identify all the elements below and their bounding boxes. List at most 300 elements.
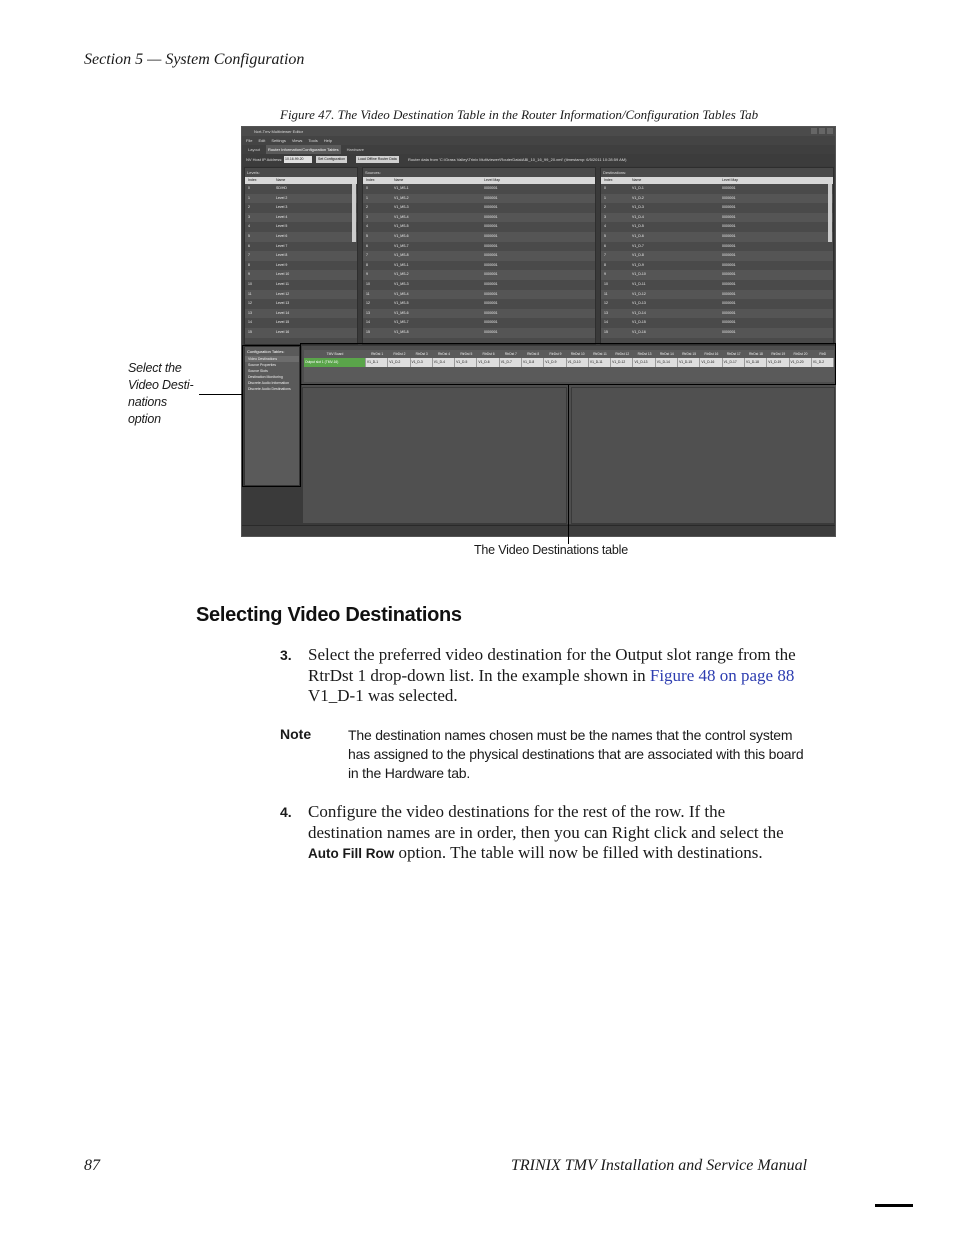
step-4-line (308, 843, 848, 865)
table-cell: 3 (604, 214, 606, 219)
table-cell: 0000001 (722, 320, 736, 325)
tab[interactable]: Router Information/Configuration Tables (268, 147, 339, 152)
table-cell: 4 (248, 224, 250, 229)
manual-title: TRINIX TMV Installation and Service Manual (511, 1157, 808, 1174)
vd-destination-dropdown[interactable]: V1_D-7 (500, 358, 522, 367)
set-configuration-button[interactable]: Set Configuration (318, 157, 346, 161)
table-cell: 0000001 (722, 224, 736, 229)
table-cell: Level 2 (276, 195, 288, 200)
vd-column-header: RtrDst 14 (659, 352, 674, 356)
table-cell: 0000001 (484, 329, 498, 334)
table-cell: Level 12 (276, 291, 290, 296)
table-row[interactable] (601, 309, 833, 319)
table-cell: Level 6 (276, 233, 288, 238)
step-4-text (308, 802, 848, 865)
figure-caption: Figure 47. The Video Destination Table in the Router Information/Configuration Tables Tab (280, 107, 759, 122)
column-header[interactable]: Level Map (722, 178, 739, 182)
table-cell: 8 (366, 262, 368, 267)
table-row[interactable] (363, 328, 595, 338)
vd-board-cell[interactable]: Output slot 1 (TMV-16) (304, 358, 366, 367)
column-header[interactable]: Index (366, 178, 375, 182)
vd-destination-dropdown[interactable]: V1_D-17 (723, 358, 745, 367)
table-cell: 0000001 (484, 281, 498, 286)
table-cell: 15 (366, 329, 370, 334)
vd-destination-dropdown[interactable]: V1_D-5 (455, 358, 477, 367)
table-cell: V1_D-13 (632, 301, 646, 306)
table-cell: Level 11 (276, 281, 289, 286)
table-row[interactable] (363, 261, 595, 271)
vd-destination-dropdown[interactable]: V1_D-3 (411, 358, 433, 367)
table-row[interactable] (363, 270, 595, 280)
window-title: Ncrt-Tmv Multiviewer Editor (242, 127, 835, 136)
table-cell: V1_D-1 (632, 186, 644, 190)
table-cell: 13 (366, 310, 370, 315)
ip-label: NV Host IP Address: (246, 157, 283, 162)
vd-destination-dropdown[interactable]: V1_D-2 (812, 358, 834, 367)
step-4-line: destination names are in order, then you can Right click and select the (308, 822, 784, 842)
table-cell: Level 9 (276, 262, 288, 267)
table-cell: V1_MS-5 (394, 301, 409, 306)
table-cell: 0 (366, 186, 368, 190)
vd-destination-dropdown[interactable]: V1_D-20 (790, 358, 812, 367)
step-3-line (308, 666, 848, 687)
menu-item[interactable]: Edit (258, 138, 266, 143)
table-cell: 10 (366, 281, 370, 286)
table-cell: Level 14 (276, 310, 290, 315)
table-row[interactable] (363, 232, 595, 242)
table-row[interactable] (245, 203, 357, 213)
table-cell: 9 (604, 272, 606, 277)
note-label: Note (280, 726, 312, 742)
close-icon[interactable] (827, 128, 833, 134)
menu-item[interactable]: Views (291, 138, 303, 143)
table-cell: 0000001 (722, 329, 736, 334)
step-3-line: V1_D-1 was selected. (308, 686, 458, 705)
menu-item[interactable]: File (246, 138, 253, 143)
table-cell: V1_MS-8 (394, 253, 409, 258)
table-cell: Level 3 (276, 205, 288, 210)
sources-header (363, 177, 595, 184)
table-cell: V1_D-4 (632, 214, 644, 219)
table-cell: 12 (366, 301, 370, 306)
table-row[interactable] (245, 194, 357, 204)
vd-destination-dropdown[interactable]: V1_D-12 (611, 358, 633, 367)
menu-item[interactable]: Settings (271, 138, 286, 143)
table-row[interactable] (245, 309, 357, 319)
sources-rows (363, 184, 595, 338)
table-cell: 5 (366, 233, 368, 238)
table-cell: 0 (604, 186, 606, 190)
menu-item[interactable]: Tools (308, 138, 318, 143)
table-cell: 14 (604, 320, 608, 325)
step-4-line: Configure the video destinations for the rest of the row. If the (308, 802, 726, 821)
table-row[interactable] (245, 290, 357, 300)
table-cell: 0000001 (722, 291, 736, 296)
table-cell: Level 15 (276, 320, 290, 325)
table-cell: 0000001 (484, 301, 498, 306)
table-cell: 4 (366, 224, 368, 229)
vd-destination-dropdown[interactable]: V1_D-2 (388, 358, 410, 367)
menu-bar (242, 136, 835, 145)
vd-column-header: RtrDst 9 (549, 352, 562, 356)
table-cell: 0000001 (722, 243, 736, 248)
vd-column-header: RtrDst 13 (637, 352, 652, 356)
table-row[interactable] (363, 318, 595, 328)
table-cell: 3 (366, 214, 368, 219)
column-header[interactable]: Level Map (484, 178, 501, 182)
table-cell: 5 (248, 233, 250, 238)
table-cell: 0000001 (484, 262, 498, 267)
auto-fill-row-term: Auto Fill Row (308, 846, 395, 861)
table-row[interactable] (245, 213, 357, 223)
vd-column-header: RtrDst 17 (726, 352, 741, 356)
table-cell: 0000001 (484, 214, 498, 219)
table-cell: 14 (248, 320, 252, 325)
vd-destination-dropdown[interactable]: V1_D-4 (433, 358, 455, 367)
table-cell: 10 (248, 281, 252, 286)
left-pane (302, 387, 567, 524)
table-cell: Level 16 (276, 329, 290, 334)
table-cell: 15 (248, 329, 252, 334)
callout-left-line: nations (128, 395, 167, 409)
vd-column-header: RtrDst 12 (615, 352, 630, 356)
table-cell: Level 10 (276, 272, 290, 277)
table-cell: 6 (248, 243, 250, 248)
table-cell: V1_MS-7 (394, 320, 409, 325)
table-cell: V1_D-3 (632, 205, 644, 210)
table-cell: 0000001 (722, 310, 736, 315)
levels-header (245, 177, 357, 184)
table-row[interactable] (601, 318, 833, 328)
table-row[interactable] (245, 270, 357, 280)
column-header[interactable]: Index (248, 178, 257, 182)
table-cell: V1_D-5 (632, 224, 644, 229)
table-row[interactable] (245, 280, 357, 290)
table-cell: 7 (604, 253, 606, 258)
column-header[interactable]: Index (604, 178, 613, 182)
table-cell: V1_MS-4 (394, 214, 409, 219)
maximize-icon[interactable] (819, 128, 825, 134)
table-cell: 11 (366, 291, 370, 296)
config-table-item[interactable]: Source Slots (248, 369, 268, 373)
table-row[interactable] (601, 261, 833, 271)
figure-48-link[interactable]: Figure 48 on page 88 (649, 665, 795, 685)
table-cell: 14 (366, 320, 370, 325)
table-cell: V1_MS-3 (394, 205, 409, 210)
step-3-number: 3. (280, 647, 292, 663)
tab-bar (242, 145, 835, 154)
table-row[interactable] (601, 194, 833, 204)
config-table-item[interactable]: Video Destinations (245, 356, 299, 362)
figure-screenshot (241, 126, 836, 537)
table-cell: V1_MS-7 (394, 243, 409, 248)
table-cell: 0000001 (484, 224, 498, 229)
table-cell: 8 (604, 262, 606, 267)
table-cell: V1_MS-8 (394, 329, 409, 334)
table-cell: 0000001 (722, 233, 736, 238)
table-cell: 0000001 (722, 186, 736, 190)
table-row[interactable] (601, 213, 833, 223)
sources-title: Sources: (365, 170, 381, 175)
tab[interactable]: Layout (248, 147, 261, 152)
right-pane (571, 387, 836, 524)
table-row[interactable] (363, 213, 595, 223)
table-cell: V1_D-9 (632, 262, 644, 267)
vd-column-header: RtrDst 16 (704, 352, 719, 356)
vd-column-header: RtrDst 15 (682, 352, 697, 356)
toolbar (242, 154, 835, 166)
column-header[interactable]: Name (394, 178, 404, 182)
callout-left-line: Video Desti- (128, 378, 194, 392)
table-row[interactable] (245, 184, 357, 194)
table-cell: 0000001 (484, 272, 498, 277)
table-cell: 13 (604, 310, 608, 315)
config-table-item[interactable]: Discrete Audio Information (248, 381, 290, 385)
table-cell: SD/HD (276, 186, 287, 190)
table-cell: 13 (248, 310, 252, 315)
vd-column-header: RtrDst 5 (460, 352, 473, 356)
table-cell: V1_MS-1 (394, 186, 409, 190)
table-cell: 11 (248, 291, 252, 296)
vd-column-header: RtrDst 19 (771, 352, 786, 356)
table-row[interactable] (601, 242, 833, 252)
vd-destination-dropdown[interactable]: V1_D-1 (366, 358, 388, 367)
table-cell: 12 (248, 301, 252, 306)
table-cell: 0000001 (484, 186, 498, 190)
table-cell: 7 (366, 253, 368, 258)
destinations-header (601, 177, 833, 184)
table-cell: 2 (604, 205, 606, 210)
table-row[interactable] (245, 242, 357, 252)
note-text (348, 726, 828, 783)
callout-left-text (128, 360, 208, 428)
vd-column-header: RtrDst 6 (482, 352, 495, 356)
callout-box-vd-table (300, 343, 836, 385)
footer-bar (875, 1204, 913, 1207)
callout-left-line: option (128, 412, 161, 426)
table-cell: V1_D-2 (632, 195, 644, 200)
levels-scrollbar[interactable] (352, 184, 356, 242)
table-cell: V1_D-7 (632, 243, 644, 248)
levels-title: Levels: (247, 170, 260, 175)
table-cell: 1 (366, 195, 368, 200)
table-cell: V1_D-12 (632, 291, 646, 296)
table-cell: 0000001 (484, 320, 498, 325)
table-cell: 6 (366, 243, 368, 248)
table-cell: 0 (248, 186, 250, 190)
destinations-rows (601, 184, 833, 338)
table-row[interactable] (363, 242, 595, 252)
window-controls (811, 128, 833, 134)
table-cell: V1_D-6 (632, 233, 644, 238)
vd-destination-dropdown[interactable]: V1_D-8 (522, 358, 544, 367)
table-row[interactable] (363, 280, 595, 290)
vd-destination-dropdown[interactable]: V1_D-19 (767, 358, 789, 367)
vd-destination-dropdown[interactable]: V1_D-18 (745, 358, 767, 367)
table-cell: Level 8 (276, 253, 288, 258)
table-cell: 1 (248, 195, 250, 200)
table-row[interactable] (363, 251, 595, 261)
table-row[interactable] (245, 328, 357, 338)
table-row[interactable] (601, 203, 833, 213)
step-3-text (308, 645, 848, 707)
note-line: The destination names chosen must be the names that the control system (348, 727, 793, 743)
table-cell: 0000001 (484, 310, 498, 315)
step-4-text-span: option. The table will now be filled with destinations. (394, 843, 763, 862)
table-cell: V1_MS-3 (394, 281, 409, 286)
table-row[interactable] (601, 270, 833, 280)
table-cell: 0000001 (722, 214, 736, 219)
destinations-panel (600, 167, 834, 345)
table-cell: 0000001 (484, 205, 498, 210)
table-cell: V1_MS-1 (394, 262, 409, 267)
menu-item[interactable]: Help (323, 138, 332, 143)
note-line: has assigned to the physical destinations that are associated with this board (348, 746, 804, 762)
table-cell: 0000001 (722, 281, 736, 286)
table-row[interactable] (245, 222, 357, 232)
table-cell: V1_D-11 (632, 281, 646, 286)
vd-destination-dropdown[interactable]: V1_D-9 (544, 358, 566, 367)
table-cell: 0000001 (722, 253, 736, 258)
vd-column-header: RtrDst 11 (593, 352, 607, 356)
table-row[interactable] (363, 299, 595, 309)
table-row[interactable] (601, 299, 833, 309)
tab[interactable]: Hardware (346, 147, 364, 152)
callout-box-config (242, 345, 301, 487)
vd-column-header: RtrDst 10 (570, 352, 585, 356)
table-cell: 9 (248, 272, 250, 277)
minimize-icon[interactable] (811, 128, 817, 134)
levels-rows (245, 184, 357, 338)
section-title: Selecting Video Destinations (196, 604, 462, 626)
config-table-item[interactable]: Discrete Audio Destinations (248, 387, 291, 391)
ip-input[interactable]: 10.16.99.20 (284, 156, 312, 163)
table-row[interactable] (245, 299, 357, 309)
config-table-item[interactable]: Destination Monitoring (248, 375, 283, 379)
step-4-number: 4. (280, 804, 292, 820)
section-header: Section 5 — System Configuration (84, 51, 305, 68)
vd-column-header: RtrDst 7 (504, 352, 517, 356)
table-row[interactable] (601, 222, 833, 232)
table-row[interactable] (601, 290, 833, 300)
table-cell: V1_D-16 (632, 329, 646, 334)
vd-column-header: RtrDst 4 (437, 352, 451, 356)
vd-destination-dropdown[interactable]: V1_D-13 (633, 358, 655, 367)
table-cell: 4 (604, 224, 606, 229)
table-cell: V1_MS-5 (394, 224, 409, 229)
table-cell: V1_D-10 (632, 272, 646, 277)
table-row[interactable] (363, 203, 595, 213)
table-row[interactable] (363, 309, 595, 319)
vd-column-header: RtrDst 20 (793, 352, 808, 356)
table-row[interactable] (245, 232, 357, 242)
column-header[interactable]: Name (632, 178, 642, 182)
table-cell: 3 (248, 214, 250, 219)
table-cell: V1_MS-6 (394, 233, 409, 238)
table-cell: 9 (366, 272, 368, 277)
table-cell: 0000001 (484, 243, 498, 248)
vd-destination-dropdown[interactable]: V1_D-11 (589, 358, 611, 367)
table-row[interactable] (245, 318, 357, 328)
vd-column-header: TMV Board (326, 352, 344, 356)
table-row[interactable] (601, 232, 833, 242)
table-row[interactable] (245, 261, 357, 271)
table-cell: V1_D-8 (632, 253, 644, 258)
table-row[interactable] (601, 280, 833, 290)
table-cell: 2 (248, 205, 250, 210)
status-bar (242, 525, 835, 536)
table-row[interactable] (363, 290, 595, 300)
callout-left-line: Select the (128, 361, 182, 375)
step-3-text-span: RtrDst 1 drop-down list. In the example shown in (308, 665, 650, 685)
vd-destination-dropdown[interactable]: V1_D-15 (678, 358, 700, 367)
table-cell: 0000001 (484, 291, 498, 296)
vd-destination-dropdown[interactable]: V1_D-10 (567, 358, 589, 367)
table-cell: 8 (248, 262, 250, 267)
vd-column-header: RtrDst 3 (415, 352, 428, 356)
table-cell: V1_D-14 (632, 310, 646, 315)
note-line: in the Hardware tab. (348, 765, 471, 781)
table-cell: 15 (604, 329, 608, 334)
table-row[interactable] (363, 184, 595, 194)
table-cell: 0000001 (722, 195, 736, 200)
vd-destination-dropdown[interactable]: V1_D-16 (700, 358, 722, 367)
router-data-label: Router data from 'C:\Grass Valley\Trinix Multiviewer\RouterData\ABI_10_16_99_20.xml' (timestamp: 6/5/2011 10:28:59 AM) (408, 157, 627, 162)
table-cell: V1_D-15 (632, 320, 646, 325)
table-cell: Level 5 (276, 224, 288, 229)
config-table-item[interactable]: Source Properties (248, 363, 277, 367)
table-cell: V1_MS-2 (394, 272, 409, 277)
step-3-line: Select the preferred video destination for the Output slot range from the (308, 645, 796, 664)
table-row[interactable] (601, 184, 833, 194)
table-row[interactable] (363, 194, 595, 204)
table-cell: 6 (604, 243, 606, 248)
table-cell: 0000001 (722, 262, 736, 267)
table-cell: 2 (366, 205, 368, 210)
table-cell: V1_MS-6 (394, 310, 409, 315)
table-cell: V1_MS-4 (394, 291, 409, 296)
callout-line-bottom (568, 384, 569, 544)
table-cell: 0000001 (722, 272, 736, 277)
table-row[interactable] (601, 328, 833, 338)
table-cell: 0000001 (722, 301, 736, 306)
vd-column-header: RtrDst 1 (371, 352, 384, 356)
vd-column-header: RtrDst 2 (393, 352, 406, 356)
table-cell: 0000001 (484, 233, 498, 238)
table-row[interactable] (601, 251, 833, 261)
destinations-scrollbar[interactable] (828, 184, 832, 242)
table-cell: 1 (604, 195, 606, 200)
load-offline-button[interactable]: Load Offline Router Data (358, 157, 397, 161)
table-cell: 0000001 (484, 253, 498, 258)
table-cell: 12 (604, 301, 608, 306)
vd-destination-dropdown[interactable]: V1_D-14 (656, 358, 678, 367)
table-cell: Level 13 (276, 301, 290, 306)
table-cell: 7 (248, 253, 250, 258)
table-row[interactable] (245, 251, 357, 261)
table-cell: 0000001 (722, 205, 736, 210)
table-cell: V1_MS-2 (394, 195, 409, 200)
table-cell: 11 (604, 291, 608, 296)
table-row[interactable] (363, 222, 595, 232)
page-number: 87 (84, 1157, 100, 1174)
table-cell: 10 (604, 281, 608, 286)
vd-destination-dropdown[interactable]: V1_D-6 (477, 358, 499, 367)
column-header[interactable]: Name (276, 178, 286, 182)
config-tables-title: Configuration Tables: (247, 349, 285, 354)
levels-panel (244, 167, 358, 345)
vd-column-header: RtrDst 18 (748, 352, 763, 356)
